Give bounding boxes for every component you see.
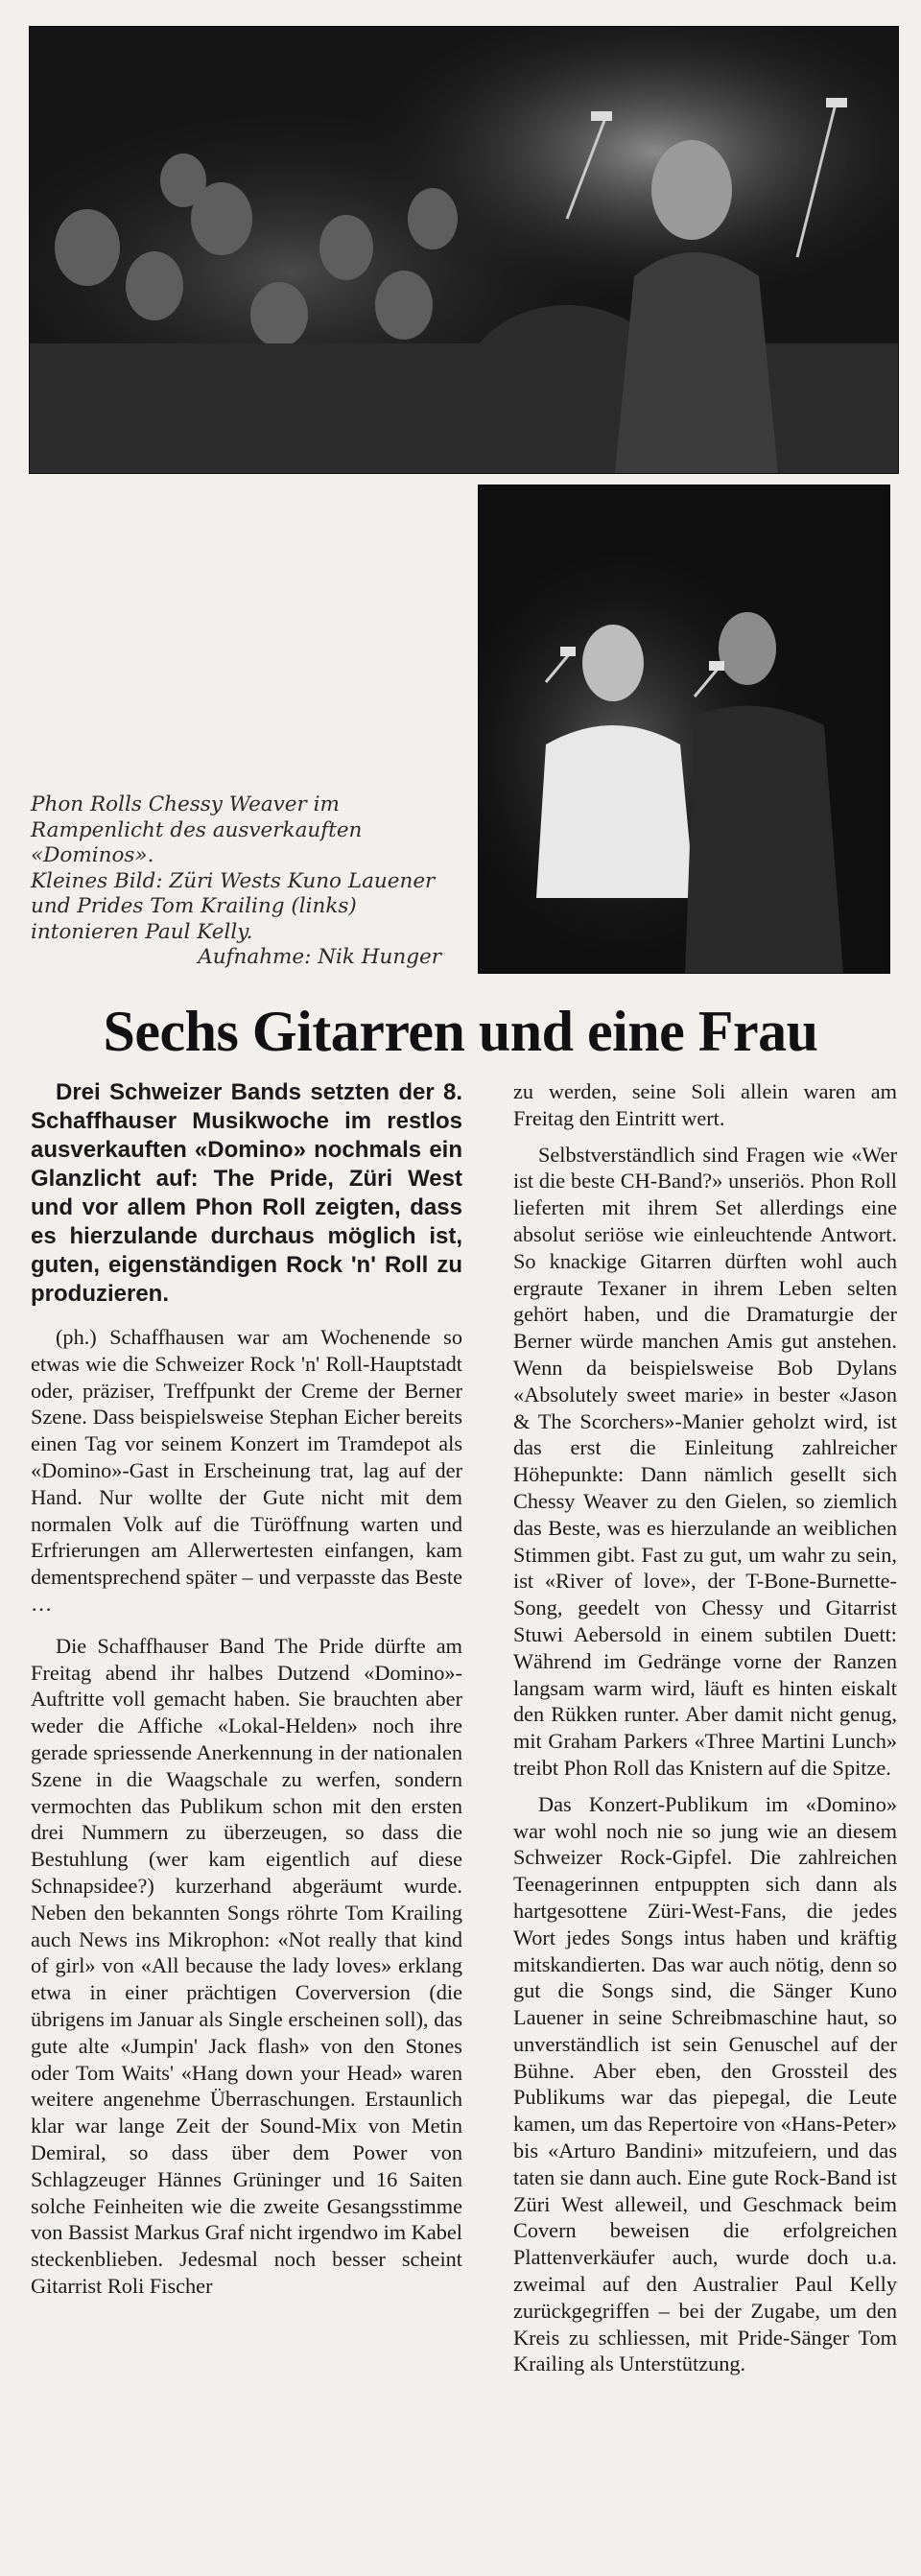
- caption-main: Phon Rolls Chessy Weaver im Rampenlicht des ausverkauften «Dominos».: [31, 792, 363, 867]
- article-headline: Sechs Gitarren und eine Frau: [103, 1000, 818, 1063]
- caption-small-image: Kleines Bild: Züri Wests Kuno Lauener und Prides Tom Krailing (links) intonieren Paul Kelly.: [31, 868, 436, 944]
- body-paragraph: Das Konzert-Publikum im «Domino» war wohl noch nie so jung wie an diesem Schweizer Rock-Gipfel. Die zahlreichen Teenagerinnen entpuppten sich dann als hartgesottene Züri-West-Fans, die jedes Wort jedes Songs intus haben und kräftig mitskandierten. Das war auch nötig, denn so gut die Songs sind, die Sänger Kuno Lauener in seine Schreibmaschine haut, so unverständlich ist sein Genuschel auf der Bühne. Aber eben, den Grossteil des Publikums war das piepegal, die Leute kamen, um das Repertoire von «Hans-Peter» bis «Arturo Bandini» mitzufeiern, und das taten sie dann auch. Eine gute Rock-Band ist Züri West alleweil, und Geschmack beim Covern beweisen die erfolgreichen Plattenverkäufer auch, wurde doch u.a. zweimal auf den Australier Paul Kelly zurückgegriffen – bei der Zugabe, um den Kreis zu schliessen, mit Pride-Sänger Tom Krailing als Unterstützung.: [513, 1791, 897, 2376]
- article-lead: Drei Schweizer Bands setzten der 8. Schaffhauser Musikwoche im restlos ausverkauften «Domino» nochmals ein Glanzlicht auf: The Pride, Züri West und vor allem Phon Roll zeigten, dass es hierzulande durchaus möglich ist, guten, eigenständigen Rock 'n' Roll zu produzieren.: [31, 1079, 462, 1307]
- duet-singers-photo: [478, 484, 890, 974]
- article-column-right: [513, 1078, 897, 2387]
- body-paragraph: zu werden, seine Soli allein waren am Freitag den Eintritt wert.: [513, 1079, 897, 1130]
- photo-caption: [31, 792, 462, 971]
- body-paragraph: Die Schaffhauser Band The Pride dürfte am Freitag abend ihr halbes Dutzend «Domino»-Auftritte voll gemacht haben. Sie brauchten aber weder die Affiche «Lokal-Helden» noch ihre gerade spriessende Anerkennung in der nationalen Szene in die Waagschale zu werfen, sondern vermochten das Publikum schon mit den ersten drei Nummern zu überzeugen, so dass die Bestuhlung (wer kam eigentlich auf diese Schnapsidee?) kurzerhand abgeräumt wurde. Neben den bekannten Songs röhrte Tom Krailing auch News ins Mikrophon: «Not really that kind of girl» von «All because the lady loves» erklang etwa in einer prächtigen Coverversion (die übrigens im Januar als Single erscheinen soll), das gute alte «Jumpin' Jack flash» von den Stones oder Tom Waits' «Hang down your Head» waren weitere angenehme Überraschungen. Erstaunlich klar war lange Zeit der Sound-Mix von Metin Demiral, so dass über dem Power von Schlagzeuger Hännes Grüninger und 16 Saiten solche Feinheiten wie die zweite Gesangsstimme von Bassist Markus Graf nicht irgendwo im Kabel steckenblieben. Jedesmal noch besser scheint Gitarrist Roli Fischer: [31, 1633, 462, 2298]
- concert-crowd-photo: [29, 26, 899, 474]
- body-paragraph: Selbstverständlich sind Fragen wie «Wer ist die beste CH-Band?» unseriös. Phon Roll lieferten mit ihrem Set allerdings eine absolut seriöse wie einleuchtende Antwort. So knackige Gitarren dürften wohl auch ergraute Texaner in ihrem Leben selten gehört haben, und die Dramaturgie der Berner würde manchen Amis gut anstehen. Wenn da beispielsweise Bob Dylans «Absolutely sweet marie» in bester «Jason & The Scorchers»-Manier geholzt wird, ist das erst die Einleitung zahlreicher Höhepunkte: Dann nämlich gesellt sich Chessy Weaver zu den Gielen, so ziemlich das Beste, was es hierzulande an weiblichen Stimmen gibt. Fast zu gut, um wahr zu sein, ist «River of love», der T-Bone-Burnette-Song, geedelt von Chessy und Gitarrist Stuwi Aebersold in einem subtilen Duett: Während im Gedränge vorne der Ranzen langsam warm wird, läuft es hinten eiskalt den Rükken runter. Aber damit nicht genug, mit Graham Parkers «Three Martini Lunch» treibt Phon Roll das Knistern auf die Spitze.: [513, 1142, 897, 1780]
- photo-credit: Aufnahme: Nik Hunger: [198, 945, 441, 969]
- body-paragraph: (ph.) Schaffhausen war am Wochenende so etwas wie die Schweizer Rock 'n' Roll-Hauptstadt oder, präziser, Treffpunkt der Creme der Berner Szene. Dass beispielsweise Stephan Eicher bereits einen Tag vor seinem Konzert im Tramdepot als «Domino»-Gast in Erscheinung trat, lag auf der Hand. Nur wollte der Gute nicht mit dem normalen Volk auf die Türöffnung warten und Erfrierungen am Allerwertesten einfangen, kam dementsprechend später – und verpasste das Beste …: [31, 1325, 462, 1616]
- article-column-left: [31, 1078, 462, 2315]
